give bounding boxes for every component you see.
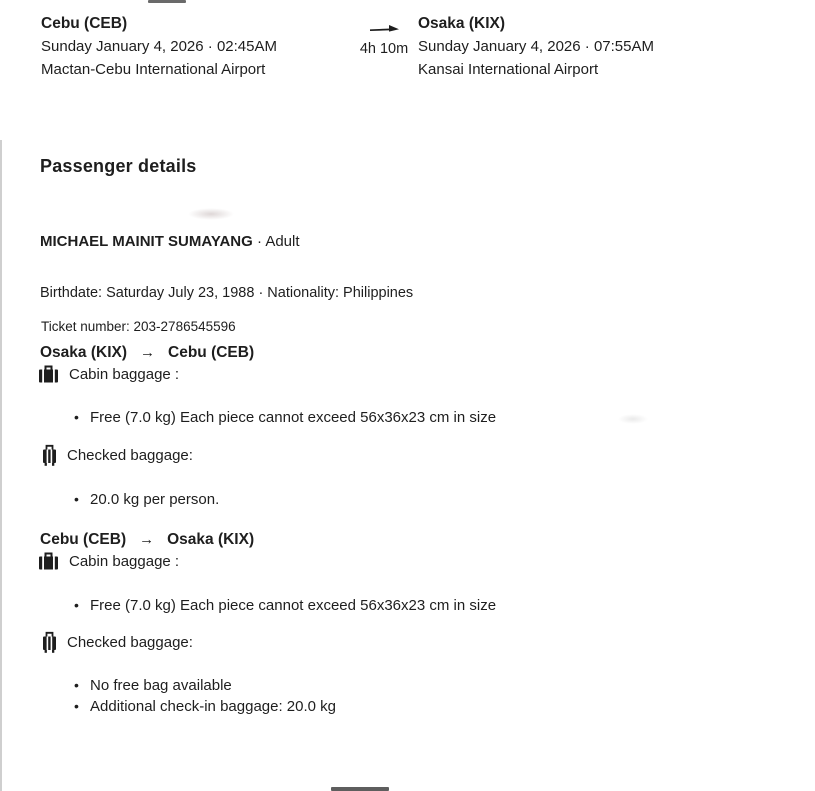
checked-baggage-list-segment-1 [74, 490, 219, 511]
arrival-airport: Kansai International Airport [418, 61, 599, 78]
ticket-number-line: Ticket number: 203-2786545596 [41, 319, 236, 334]
list-item: • Free (7.0 kg) Each piece cannot exceed 56x36x23 cm in size [74, 596, 496, 617]
cabin-baggage-row-segment-2 [38, 552, 179, 570]
list-item: • No free bag available [74, 676, 336, 697]
route-from: Osaka (KIX) [40, 344, 128, 361]
checked-baggage-row-segment-2 [42, 631, 193, 654]
scan-artifact-left-edge [0, 140, 2, 791]
scan-artifact-top [148, 0, 186, 3]
briefcase-icon [38, 365, 59, 383]
rolling-luggage-icon [42, 444, 57, 467]
route-arrow-icon: → [139, 531, 155, 548]
route-heading-segment-1 [40, 344, 254, 362]
rolling-luggage-icon [42, 631, 57, 654]
route-from: Cebu (CEB) [40, 531, 127, 548]
departure-city: Cebu (CEB) [41, 15, 128, 32]
checked-baggage-label: Checked baggage: [67, 447, 193, 464]
flight-duration-block [348, 22, 420, 57]
departure-airport: Mactan-Cebu International Airport [41, 61, 266, 78]
passenger-name: MICHAEL MAINIT SUMAYANG [40, 233, 253, 250]
name-separator: · [256, 233, 262, 250]
checked-baggage-label: Checked baggage: [67, 634, 193, 651]
list-item: • Additional check-in baggage: 20.0 kg [74, 697, 336, 718]
route-arrow-icon: → [140, 344, 156, 361]
cabin-baggage-list-segment-1 [74, 408, 496, 429]
birthdate-nationality-line: Birthdate: Saturday July 23, 1988 · Nationality: Philippines [40, 285, 414, 301]
checked-baggage-row-segment-1 [42, 444, 193, 467]
plane-arrow-icon [368, 22, 400, 34]
departure-datetime: Sunday January 4, 2026 · 02:45AM [41, 38, 277, 55]
passenger-details-heading: Passenger details [40, 156, 197, 176]
cabin-baggage-list-segment-2 [74, 596, 496, 617]
route-to: Cebu (CEB) [168, 344, 255, 361]
passenger-name-line [40, 233, 300, 250]
checked-baggage-list-segment-2 [74, 676, 336, 717]
scan-artifact-smudge-2 [618, 414, 648, 424]
briefcase-icon [38, 552, 59, 570]
arrival-datetime: Sunday January 4, 2026 · 07:55AM [418, 38, 654, 55]
scan-artifact-bottom [331, 787, 389, 791]
passenger-type: Adult [265, 233, 300, 250]
list-item: • Free (7.0 kg) Each piece cannot exceed 56x36x23 cm in size [74, 408, 496, 429]
arrival-city: Osaka (KIX) [418, 15, 506, 32]
cabin-baggage-label: Cabin baggage : [69, 552, 180, 570]
cabin-baggage-label: Cabin baggage : [69, 365, 180, 383]
departure-block [41, 12, 277, 81]
list-item: • 20.0 kg per person. [74, 490, 219, 511]
route-heading-segment-2 [40, 531, 254, 549]
cabin-baggage-row-segment-1 [38, 365, 179, 383]
flight-duration: 4h 10m [359, 41, 409, 57]
arrival-block [418, 12, 654, 81]
scan-artifact-smudge [188, 208, 234, 220]
route-to: Osaka (KIX) [167, 531, 255, 548]
